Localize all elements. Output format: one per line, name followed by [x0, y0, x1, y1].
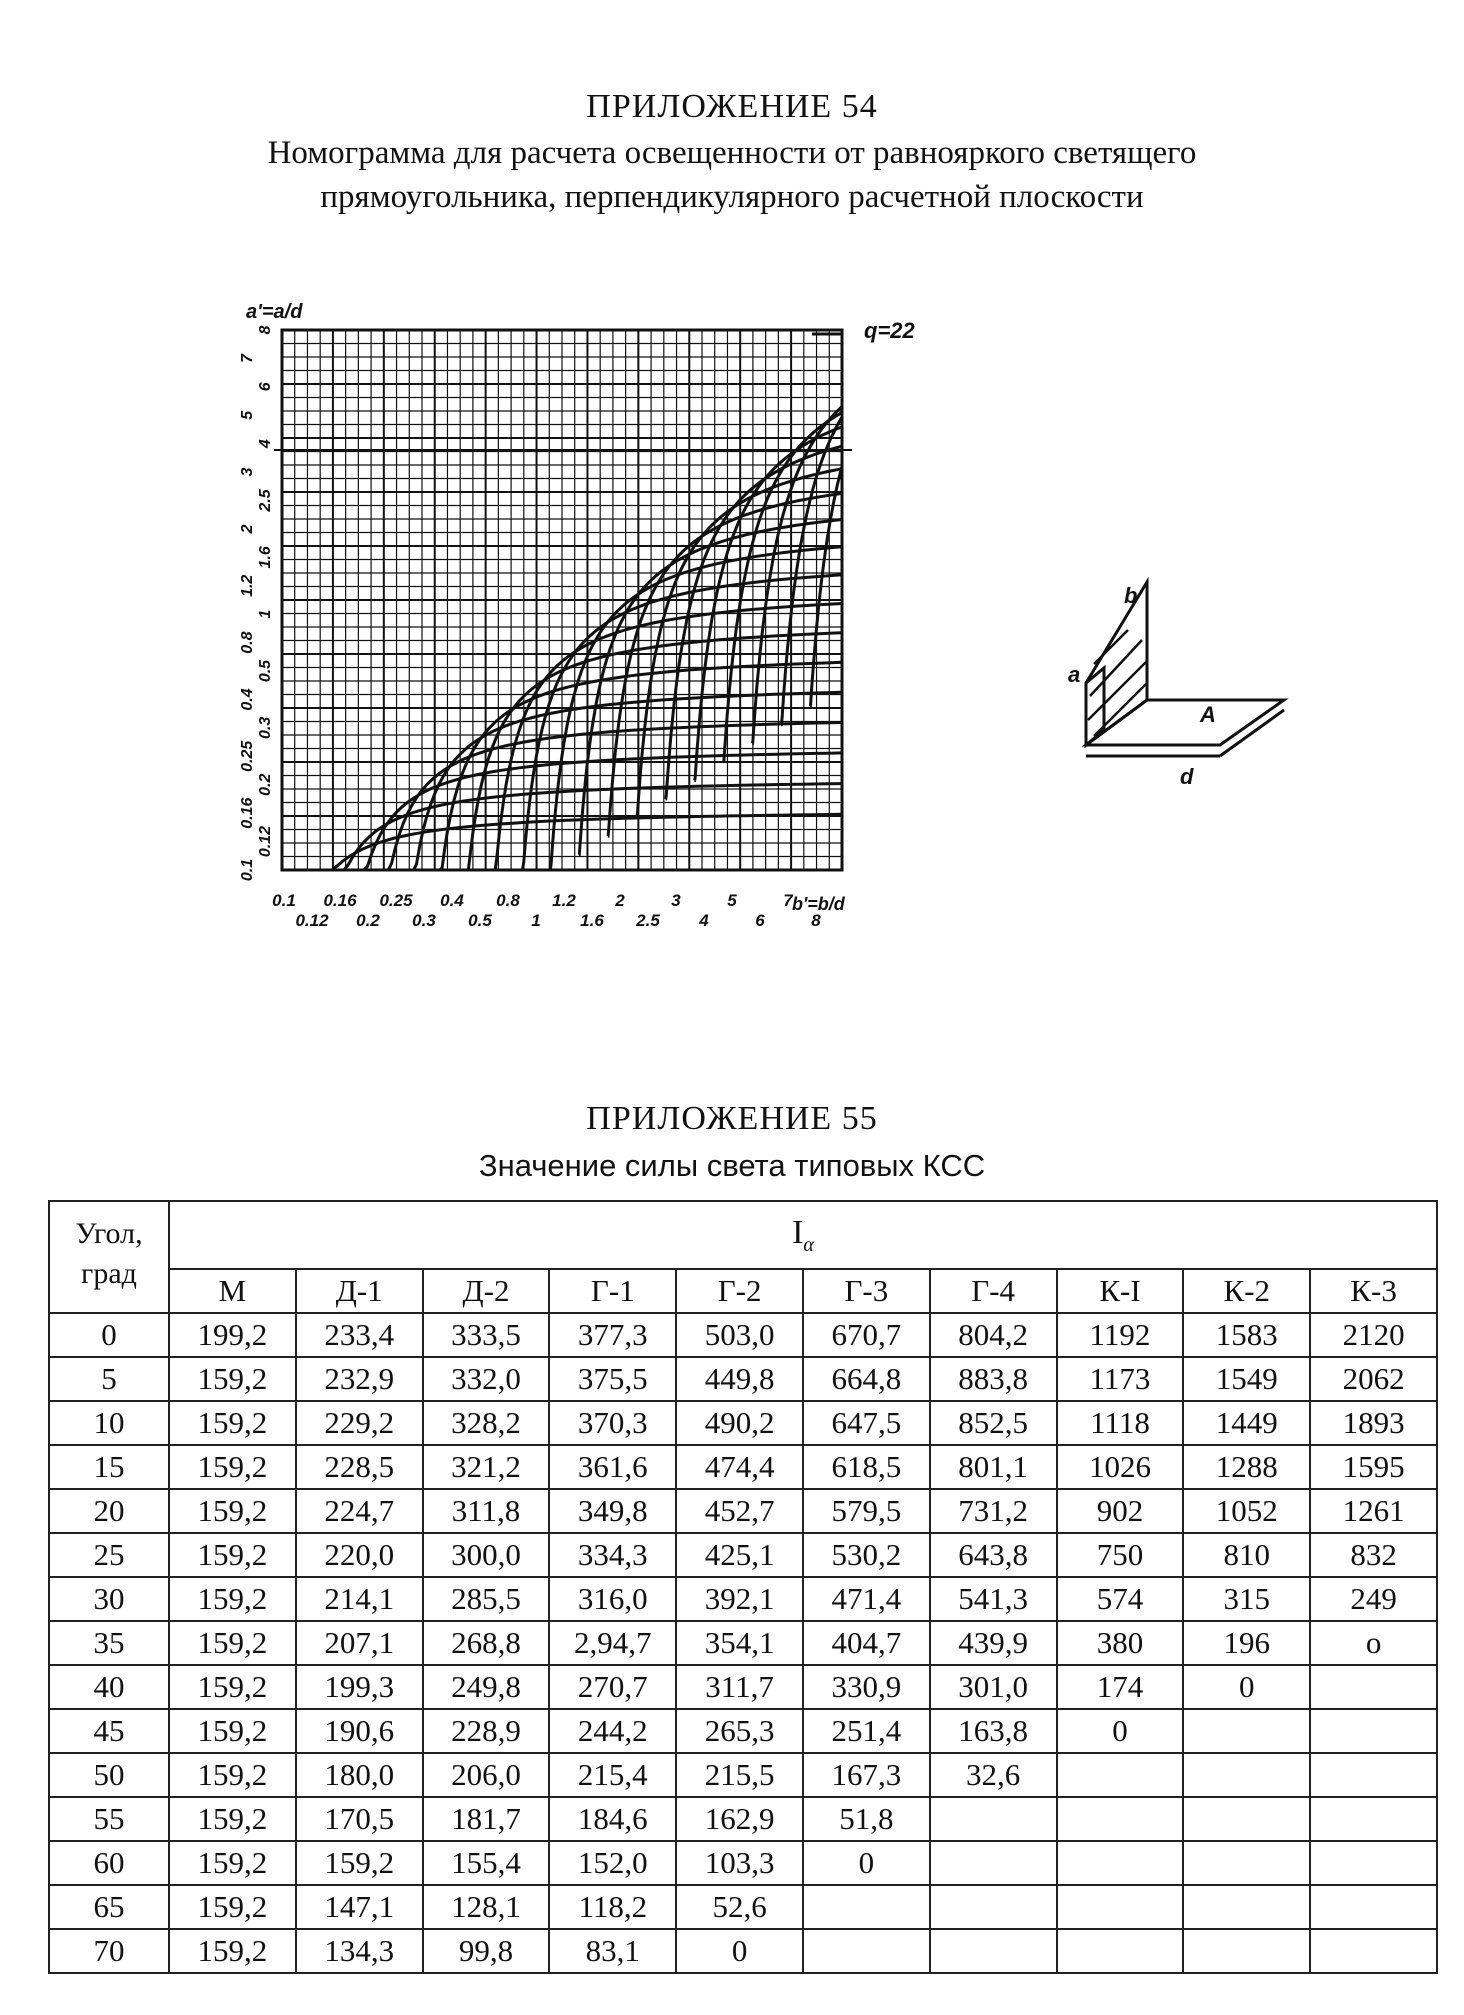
intensity-cell: 232,9 — [296, 1357, 423, 1401]
curve-type-header: Г-3 — [803, 1269, 930, 1313]
diagram-hatch-line — [1094, 684, 1146, 736]
intensity-cell: 2062 — [1310, 1357, 1437, 1401]
intensity-cell — [1183, 1841, 1310, 1885]
intensity-cell: 159,2 — [169, 1357, 296, 1401]
intensity-cell: 1549 — [1183, 1357, 1310, 1401]
intensity-cell — [1057, 1841, 1184, 1885]
y-axis-label: a'=a/d — [246, 301, 303, 323]
intensity-cell: 159,2 — [169, 1753, 296, 1797]
intensity-cell — [930, 1929, 1057, 1973]
angle-cell: 70 — [49, 1929, 169, 1973]
x-tick-label: 8 — [811, 911, 821, 930]
intensity-cell: 333,5 — [423, 1313, 550, 1357]
y-tick-label: 0.4 — [239, 688, 256, 711]
intensity-cell: 0 — [1057, 1709, 1184, 1753]
intensity-cell: 425,1 — [676, 1533, 803, 1577]
y-tick-label: 6 — [257, 382, 274, 392]
iso-illuminance-curve — [666, 446, 842, 799]
x-tick-label: 0.8 — [496, 891, 520, 910]
table-row — [49, 1533, 1437, 1577]
rectangle-geometry-diagram — [1068, 570, 1310, 790]
diagram-d-dimension-line — [1220, 710, 1284, 756]
intensity-cell: 180,0 — [296, 1753, 423, 1797]
intensity-cell: 147,1 — [296, 1885, 423, 1929]
intensity-cell: 328,2 — [423, 1401, 550, 1445]
nomogram-subtitle-line-2: прямоугольника, перпендикулярного расчетной плоскости — [320, 179, 1144, 215]
intensity-cell: 251,4 — [803, 1709, 930, 1753]
y-tick-label: 3 — [239, 467, 256, 477]
intensity-cell: 404,7 — [803, 1621, 930, 1665]
intensity-cell: 852,5 — [930, 1401, 1057, 1445]
intensity-cell: 1449 — [1183, 1401, 1310, 1445]
diagram-label-a: a — [1068, 662, 1081, 687]
intensity-cell: 449,8 — [676, 1357, 803, 1401]
intensity-cell: 1595 — [1310, 1445, 1437, 1489]
y-tick-label: 0.5 — [257, 659, 274, 683]
table-row — [49, 1753, 1437, 1797]
x-tick-label: 0.4 — [440, 891, 464, 910]
intensity-cell: 159,2 — [169, 1401, 296, 1445]
intensity-symbol: I — [792, 1213, 804, 1251]
intensity-cell: 541,3 — [930, 1577, 1057, 1621]
intensity-cell: 883,8 — [930, 1357, 1057, 1401]
y-tick-label: 0.1 — [239, 858, 256, 882]
intensity-cell: 159,2 — [169, 1797, 296, 1841]
angle-cell: 15 — [49, 1445, 169, 1489]
y-tick-label: 8 — [257, 325, 274, 335]
intensity-cell: 268,8 — [423, 1621, 550, 1665]
intensity-cell: 249 — [1310, 1577, 1437, 1621]
intensity-cell: 1192 — [1057, 1313, 1184, 1357]
nomogram-axis-labels — [239, 301, 916, 930]
angle-cell: 25 — [49, 1533, 169, 1577]
angle-cell: 20 — [49, 1489, 169, 1533]
intensity-cell: 152,0 — [549, 1841, 676, 1885]
x-tick-label: 4 — [699, 911, 709, 930]
intensity-cell: 574 — [1057, 1577, 1184, 1621]
intensity-cell — [1183, 1797, 1310, 1841]
intensity-cell: 244,2 — [549, 1709, 676, 1753]
iso-illuminance-curve — [579, 520, 842, 855]
angle-cell: 40 — [49, 1665, 169, 1709]
x-tick-label: 0.3 — [412, 911, 436, 930]
diagram-label-b: b — [1124, 583, 1138, 608]
intensity-subscript: α — [803, 1233, 814, 1256]
curve-type-header-row — [49, 1269, 1437, 1313]
intensity-cell: 301,0 — [930, 1665, 1057, 1709]
intensity-cell — [1057, 1929, 1184, 1973]
intensity-cell: 750 — [1057, 1533, 1184, 1577]
intensity-cell: 83,1 — [549, 1929, 676, 1973]
iso-illuminance-curve — [377, 723, 842, 871]
intensity-cell: 0 — [803, 1841, 930, 1885]
intensity-cell: 1118 — [1057, 1401, 1184, 1445]
table-row — [49, 1665, 1437, 1709]
intensity-cell: 311,7 — [676, 1665, 803, 1709]
intensity-cell: 196 — [1183, 1621, 1310, 1665]
angle-cell: 50 — [49, 1753, 169, 1797]
intensity-cell: 380 — [1057, 1621, 1184, 1665]
intensity-cell: 471,4 — [803, 1577, 930, 1621]
intensity-cell: 118,2 — [549, 1885, 676, 1929]
table-row — [49, 1357, 1437, 1401]
intensity-cell: 265,3 — [676, 1709, 803, 1753]
table-row — [49, 1313, 1437, 1357]
table-row — [49, 1489, 1437, 1533]
intensity-cell: 207,1 — [296, 1621, 423, 1665]
intensity-cell — [1183, 1709, 1310, 1753]
intensity-cell — [930, 1797, 1057, 1841]
x-tick-label: 0.25 — [379, 891, 413, 910]
intensity-cell: 155,4 — [423, 1841, 550, 1885]
intensity-cell: 199,2 — [169, 1313, 296, 1357]
intensity-cell: 832 — [1310, 1533, 1437, 1577]
x-tick-label: 6 — [755, 911, 765, 930]
curve-type-header: К-I — [1057, 1269, 1184, 1313]
intensity-cell: 1893 — [1310, 1401, 1437, 1445]
intensity-cell: 530,2 — [803, 1533, 930, 1577]
intensity-cell: 159,2 — [296, 1841, 423, 1885]
intensity-group-header — [169, 1201, 1437, 1269]
y-tick-label: 2.5 — [257, 489, 274, 512]
y-tick-label: 0.12 — [257, 826, 274, 858]
diagram-horizontal-plane — [1086, 700, 1284, 745]
intensity-cell — [1057, 1753, 1184, 1797]
appendix-54-title: ПРИЛОЖЕНИЕ 54 — [586, 88, 878, 125]
angle-cell: 30 — [49, 1577, 169, 1621]
intensity-cell: 1583 — [1183, 1313, 1310, 1357]
intensity-cell — [1183, 1929, 1310, 1973]
curve-type-header: К-2 — [1183, 1269, 1310, 1313]
table-row — [49, 1401, 1437, 1445]
intensity-cell: 159,2 — [169, 1929, 296, 1973]
angle-cell: 10 — [49, 1401, 169, 1445]
intensity-cell: 199,3 — [296, 1665, 423, 1709]
x-tick-label: 2.5 — [636, 911, 660, 930]
intensity-cell: 1052 — [1183, 1489, 1310, 1533]
curve-type-header: К-3 — [1310, 1269, 1437, 1313]
intensity-cell: 270,7 — [549, 1665, 676, 1709]
x-tick-label: 1.2 — [552, 891, 576, 910]
intensity-cell: 334,3 — [549, 1533, 676, 1577]
x-axis-label: b'=b/d — [792, 894, 845, 914]
intensity-cell: 1026 — [1057, 1445, 1184, 1489]
table-row — [49, 1445, 1437, 1489]
table-row — [49, 1797, 1437, 1841]
intensity-cell: 32,6 — [930, 1753, 1057, 1797]
intensity-cell: 159,2 — [169, 1841, 296, 1885]
intensity-cell: 159,2 — [169, 1445, 296, 1489]
intensity-cell: 330,9 — [803, 1665, 930, 1709]
intensity-cell — [1310, 1753, 1437, 1797]
y-tick-label: 0.16 — [239, 797, 256, 829]
table-row — [49, 1929, 1437, 1973]
intensity-cell: 224,7 — [296, 1489, 423, 1533]
intensity-cell: 1173 — [1057, 1357, 1184, 1401]
intensity-cell: 51,8 — [803, 1797, 930, 1841]
curve-type-header: Д-2 — [423, 1269, 550, 1313]
intensity-cell: 332,0 — [423, 1357, 550, 1401]
intensity-cell: 134,3 — [296, 1929, 423, 1973]
curve-type-header: М — [169, 1269, 296, 1313]
intensity-cell: 2120 — [1310, 1313, 1437, 1357]
intensity-cell: 311,8 — [423, 1489, 550, 1533]
intensity-cell: 361,6 — [549, 1445, 676, 1489]
curve-label: q=22 — [864, 318, 915, 343]
intensity-cell: 285,5 — [423, 1577, 550, 1621]
intensity-cell: 731,2 — [930, 1489, 1057, 1533]
intensity-cell: 162,9 — [676, 1797, 803, 1841]
x-tick-label: 0.16 — [323, 891, 357, 910]
angle-cell: 35 — [49, 1621, 169, 1665]
intensity-cell: 618,5 — [803, 1445, 930, 1489]
intensity-cell: 228,9 — [423, 1709, 550, 1753]
angle-cell: 55 — [49, 1797, 169, 1841]
intensity-cell: 321,2 — [423, 1445, 550, 1489]
y-tick-label: 0.25 — [239, 740, 256, 772]
intensity-cell: 0 — [676, 1929, 803, 1973]
intensity-cell: 174 — [1057, 1665, 1184, 1709]
intensity-cell: 1261 — [1310, 1489, 1437, 1533]
x-tick-label: 0.12 — [295, 911, 329, 930]
intensity-cell: 233,4 — [296, 1313, 423, 1357]
intensity-cell: 804,2 — [930, 1313, 1057, 1357]
intensity-cell: 300,0 — [423, 1533, 550, 1577]
intensity-cell — [1310, 1665, 1437, 1709]
intensity-cell: 579,5 — [803, 1489, 930, 1533]
intensity-cell: 0 — [1183, 1665, 1310, 1709]
y-tick-label: 0.8 — [239, 631, 256, 654]
intensity-cell — [930, 1841, 1057, 1885]
intensity-cell: 810 — [1183, 1533, 1310, 1577]
intensity-cell: 159,2 — [169, 1665, 296, 1709]
y-tick-label: 2 — [239, 524, 256, 534]
intensity-cell: 159,2 — [169, 1885, 296, 1929]
intensity-cell — [1057, 1885, 1184, 1929]
intensity-cell: 249,8 — [423, 1665, 550, 1709]
table-row — [49, 1709, 1437, 1753]
intensity-cell — [1310, 1841, 1437, 1885]
intensity-cell — [930, 1885, 1057, 1929]
intensity-cell: 52,6 — [676, 1885, 803, 1929]
intensity-cell: 220,0 — [296, 1533, 423, 1577]
intensity-cell: 159,2 — [169, 1709, 296, 1753]
intensity-cell: 215,5 — [676, 1753, 803, 1797]
intensity-cell: 159,2 — [169, 1621, 296, 1665]
table-row — [49, 1841, 1437, 1885]
table-subtitle: Значение силы света типовых КСС — [478, 1148, 986, 1183]
angle-cell: 45 — [49, 1709, 169, 1753]
intensity-cell: 349,8 — [549, 1489, 676, 1533]
curve-type-header: Г-1 — [549, 1269, 676, 1313]
intensity-cell — [803, 1929, 930, 1973]
y-tick-label: 0.2 — [257, 773, 274, 796]
intensity-cell: 503,0 — [676, 1313, 803, 1357]
table-body — [49, 1313, 1437, 1973]
intensity-cell — [1310, 1797, 1437, 1841]
intensity-cell: 354,1 — [676, 1621, 803, 1665]
x-tick-label: 0.1 — [272, 891, 296, 910]
x-tick-label: 0.5 — [468, 911, 492, 930]
x-tick-label: 2 — [615, 891, 625, 910]
table-row — [49, 1885, 1437, 1929]
y-tick-label: 1.2 — [239, 574, 256, 597]
angle-cell: 65 — [49, 1885, 169, 1929]
intensity-cell: 184,6 — [549, 1797, 676, 1841]
intensity-cell: 670,7 — [803, 1313, 930, 1357]
intensity-cell — [1310, 1929, 1437, 1973]
nomogram-subtitle-line-1: Номограмма для расчета освещенности от равнояркого светящего — [267, 135, 1197, 171]
appendix-55-title: ПРИЛОЖЕНИЕ 55 — [586, 1100, 878, 1137]
intensity-cell: 215,4 — [549, 1753, 676, 1797]
intensity-cell: 664,8 — [803, 1357, 930, 1401]
angle-cell: 0 — [49, 1313, 169, 1357]
diagram-hatch-line — [1090, 640, 1142, 696]
intensity-cell — [1057, 1797, 1184, 1841]
intensity-cell: 902 — [1057, 1489, 1184, 1533]
intensity-cell: 128,1 — [423, 1885, 550, 1929]
intensity-cell: 375,5 — [549, 1357, 676, 1401]
x-tick-label: 1.6 — [580, 911, 604, 930]
intensity-cell: 643,8 — [930, 1533, 1057, 1577]
intensity-cell: 159,2 — [169, 1577, 296, 1621]
angle-header-line-2: град — [81, 1257, 137, 1290]
intensity-cell: 170,5 — [296, 1797, 423, 1841]
iso-illuminance-curve — [290, 814, 842, 870]
diagram-label-area: A — [1200, 702, 1216, 727]
intensity-cell: 229,2 — [296, 1401, 423, 1445]
intensity-cell: 316,0 — [549, 1577, 676, 1621]
curve-type-header: Д-1 — [296, 1269, 423, 1313]
intensity-cell: 159,2 — [169, 1489, 296, 1533]
intensity-cell: 159,2 — [169, 1533, 296, 1577]
x-tick-label: 7 — [783, 891, 793, 910]
intensity-cell: 190,6 — [296, 1709, 423, 1753]
curve-type-header: Г-4 — [930, 1269, 1057, 1313]
intensity-cell: 315 — [1183, 1577, 1310, 1621]
y-tick-label: 5 — [239, 410, 256, 420]
intensity-cell: 370,3 — [549, 1401, 676, 1445]
intensity-cell: 206,0 — [423, 1753, 550, 1797]
intensity-cell: 801,1 — [930, 1445, 1057, 1489]
y-tick-label: 4 — [257, 439, 274, 449]
y-tick-label: 1.6 — [257, 546, 274, 569]
intensity-cell: 452,7 — [676, 1489, 803, 1533]
intensity-cell: 377,3 — [549, 1313, 676, 1357]
intensity-cell: 2,94,7 — [549, 1621, 676, 1665]
x-tick-label: 3 — [671, 891, 681, 910]
angle-header-line-1: Угол, — [75, 1217, 143, 1250]
y-tick-label: 0.3 — [257, 716, 274, 740]
intensity-cell: 99,8 — [423, 1929, 550, 1973]
intensity-cell: 214,1 — [296, 1577, 423, 1621]
diagram-label-d: d — [1180, 764, 1194, 789]
y-tick-label: 1 — [257, 609, 274, 619]
intensity-cell: 167,3 — [803, 1753, 930, 1797]
intensity-cell: 103,3 — [676, 1841, 803, 1885]
intensity-cell — [1183, 1885, 1310, 1929]
curve-type-header: Г-2 — [676, 1269, 803, 1313]
intensity-cell: 181,7 — [423, 1797, 550, 1841]
intensity-cell: 474,4 — [676, 1445, 803, 1489]
intensity-cell: 1288 — [1183, 1445, 1310, 1489]
intensity-cell: 392,1 — [676, 1577, 803, 1621]
intensity-cell — [803, 1885, 930, 1929]
intensity-cell: 228,5 — [296, 1445, 423, 1489]
intensity-cell — [1183, 1753, 1310, 1797]
x-tick-label: 1 — [531, 911, 541, 930]
x-tick-label: 5 — [727, 891, 737, 910]
y-tick-label: 7 — [239, 353, 256, 363]
luminous-intensity-table — [48, 1200, 1438, 1974]
table-row — [49, 1577, 1437, 1621]
intensity-cell — [1310, 1709, 1437, 1753]
intensity-cell — [1310, 1885, 1437, 1929]
intensity-cell: 490,2 — [676, 1401, 803, 1445]
table-row — [49, 1621, 1437, 1665]
nomogram-chart — [230, 290, 1050, 1090]
intensity-cell: 163,8 — [930, 1709, 1057, 1753]
angle-cell: 5 — [49, 1357, 169, 1401]
intensity-cell: 439,9 — [930, 1621, 1057, 1665]
angle-cell: 60 — [49, 1841, 169, 1885]
intensity-cell: 647,5 — [803, 1401, 930, 1445]
x-tick-label: 0.2 — [356, 911, 380, 930]
intensity-cell: о — [1310, 1621, 1437, 1665]
angle-column-header — [49, 1201, 169, 1313]
